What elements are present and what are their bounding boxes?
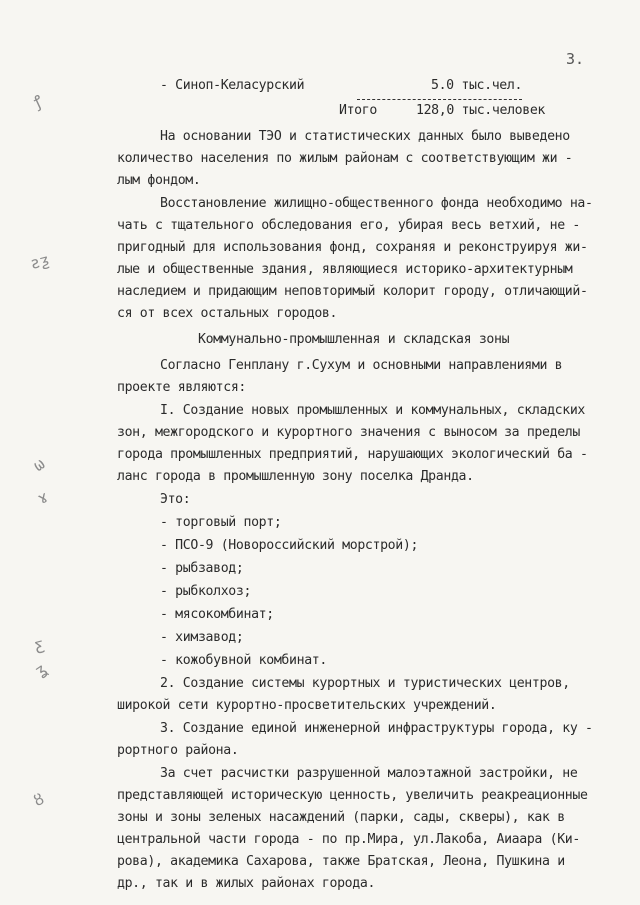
margin-scribble-icon: ȣ: [30, 788, 47, 811]
paragraph-1-line: количество населения по жилым районам с соответствующим жи -: [117, 151, 573, 166]
item-3-line: рортного района.: [117, 743, 239, 758]
page-number: 3.: [566, 50, 585, 68]
paragraph-3-line: проекте являются:: [117, 380, 247, 395]
item-1-line: города промышленных предприятий, нарушающих экологический ба -: [117, 447, 588, 462]
item-1-line: I. Создание новых промышленных и коммунальных, складских: [160, 403, 586, 418]
district-value: 5.0 тыс.чел.: [431, 78, 523, 93]
paragraph-2-line: Восстановление жилищно-общественного фонда необходимо на-: [160, 196, 593, 211]
paragraph-4-line: зоны и зоны зеленых насаждений (парки, сады, скверы), как в: [117, 810, 565, 825]
margin-scribble-icon: ꝭ: [30, 91, 46, 112]
paragraph-4-line: др., так и в жилых районах города.: [117, 876, 376, 891]
item-1-line: ланс города в промышленную зону поселка Дранда.: [117, 469, 474, 484]
list-item: - химзавод;: [160, 630, 244, 645]
paragraph-4-line: представляющей историческую ценность, увеличить реакреационные: [117, 788, 588, 803]
list-item: - рыбзавод;: [160, 561, 244, 576]
margin-scribble-icon: ɤ: [34, 486, 52, 509]
margin-scribble-icon: ƹ: [31, 634, 46, 655]
item-3-line: 3. Создание единой инженерной инфраструктуры города, ку -: [160, 721, 593, 736]
paragraph-4-line: За счет расчистки разрушенной малоэтажной застройки, не: [160, 766, 578, 781]
district-name: - Синоп-Келасурский: [160, 78, 305, 93]
total-label: Итого: [339, 103, 377, 118]
list-item: - ПСО-9 (Новороссийский морстрой);: [160, 538, 419, 553]
paragraph-1-line: лым фондом.: [117, 173, 201, 188]
list-item: - мясокомбинат;: [160, 607, 274, 622]
list-intro: Это:: [160, 492, 191, 507]
item-1-line: зон, межгородского и курортного значения с выносом за пределы: [117, 425, 580, 440]
paragraph-2-line: пригодный для использования фонд, сохраняя и реконструируя жи-: [117, 240, 588, 255]
paragraph-2-line: чать с тщательного обследования его, убирая весь ветхий, не -: [117, 218, 580, 233]
margin-scribble-icon: ƨƺ: [27, 249, 52, 274]
item-2-line: широкой сети курортно-просветительских учреждений.: [117, 698, 497, 713]
list-item: - рыбколхоз;: [160, 584, 252, 599]
margin-scribble-icon: ʓ: [31, 658, 51, 681]
list-item: - торговый порт;: [160, 515, 282, 530]
paragraph-4-line: рова), академика Сахарова, также Братская, Леона, Пушкина и: [117, 854, 565, 869]
paragraph-2-line: ся от всех остальных городов.: [117, 306, 338, 321]
total-value: 128,0 тыс.человек: [416, 103, 546, 118]
paragraph-2-line: лые и общественные здания, являющиеся историко-архитектурным: [117, 262, 573, 277]
total-rule: [357, 99, 522, 100]
list-item: - кожобувной комбинат.: [160, 653, 327, 668]
paragraph-2-line: наследием и придающим неповторимый колорит городу, отличающий-: [117, 284, 588, 299]
section-title: Коммунально-промышленная и складская зоны: [198, 332, 510, 347]
paragraph-3-line: Согласно Генплану г.Сухум и основными направлениями в: [160, 358, 563, 373]
paragraph-4-line: центральной части города - по пр.Мира, ул.Лакоба, Аиаара (Ки-: [117, 832, 580, 847]
item-2-line: 2. Создание системы курортных и туристических центров,: [160, 676, 570, 691]
paragraph-1-line: На основании ТЭО и статистических данных было выведено: [160, 129, 570, 144]
margin-scribble-icon: ω: [29, 453, 49, 476]
